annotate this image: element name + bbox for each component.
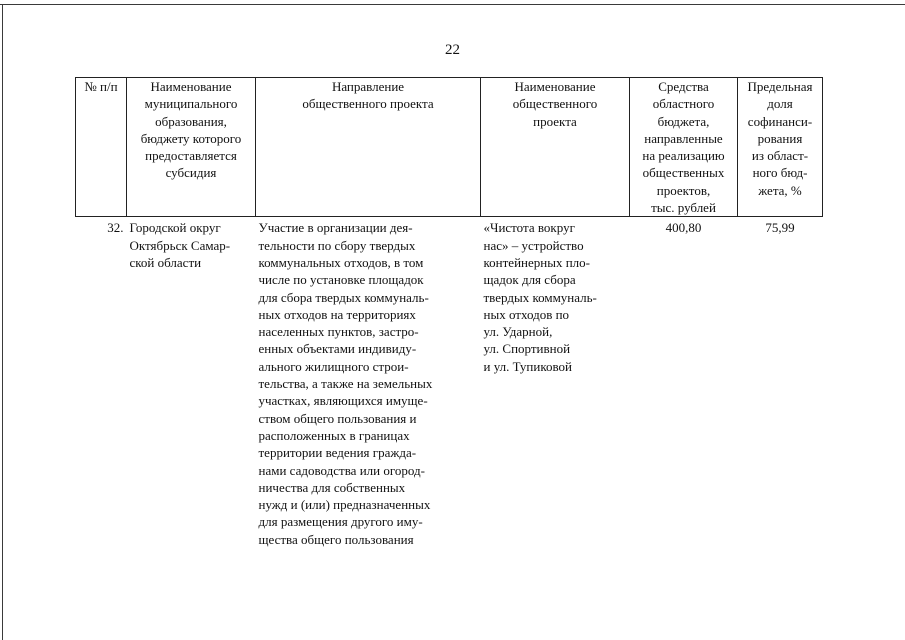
row-num: 32. <box>107 220 124 236</box>
header-row <box>76 78 823 217</box>
header-direction: Направление общественного проекта <box>256 78 481 217</box>
scan-left-edge <box>2 4 3 640</box>
header-project-name: Наименование общественного проекта <box>481 78 630 217</box>
header-municipality: Наименование муниципального образования, бюджету которого предоставляется субсидия <box>127 78 256 217</box>
row-municipality: Городской округ Октябрьск Самар- ской области <box>129 220 231 270</box>
header-share: Предельная доля софинанси- рования из област- ного бюд- жета, % <box>738 78 823 217</box>
row-direction: Участие в организации дея- тельности по сбору твердых коммунальных отходов, в том числе по установке площадок для сбора твердых коммуналь- ных отходов на территориях населенных пунктов, застро- енных объектами индивиду- ального жилищного строи- тельства, а также на земельных участках, являющихся имуще- ством общего пользования и расположенных в границах территории ведения гражда- нами садоводства или огород- ничества для собственных нужд и (или) предназначенных для размещения другого иму- щества общего пользования <box>258 220 433 547</box>
row-funds: 400,80 <box>665 220 702 236</box>
header-funds: Средства областного бюджета, направленные на реализацию общественных проектов, тыс. рублей <box>630 78 738 217</box>
page-number: 22 <box>445 42 460 58</box>
row-share: 75,99 <box>765 220 795 236</box>
table-row <box>76 217 823 548</box>
table-body <box>76 217 823 548</box>
header-num: № п/п <box>76 78 127 217</box>
subsidy-table <box>75 77 823 548</box>
row-project-name: «Чистота вокруг нас» – устройство контейнерных пло- щадок для сбора твердых коммуналь- ных отходов по ул. Ударной, ул. Спортивной и ул. Тупиковой <box>483 220 597 374</box>
table-header <box>76 78 823 217</box>
scan-top-edge <box>0 4 905 5</box>
